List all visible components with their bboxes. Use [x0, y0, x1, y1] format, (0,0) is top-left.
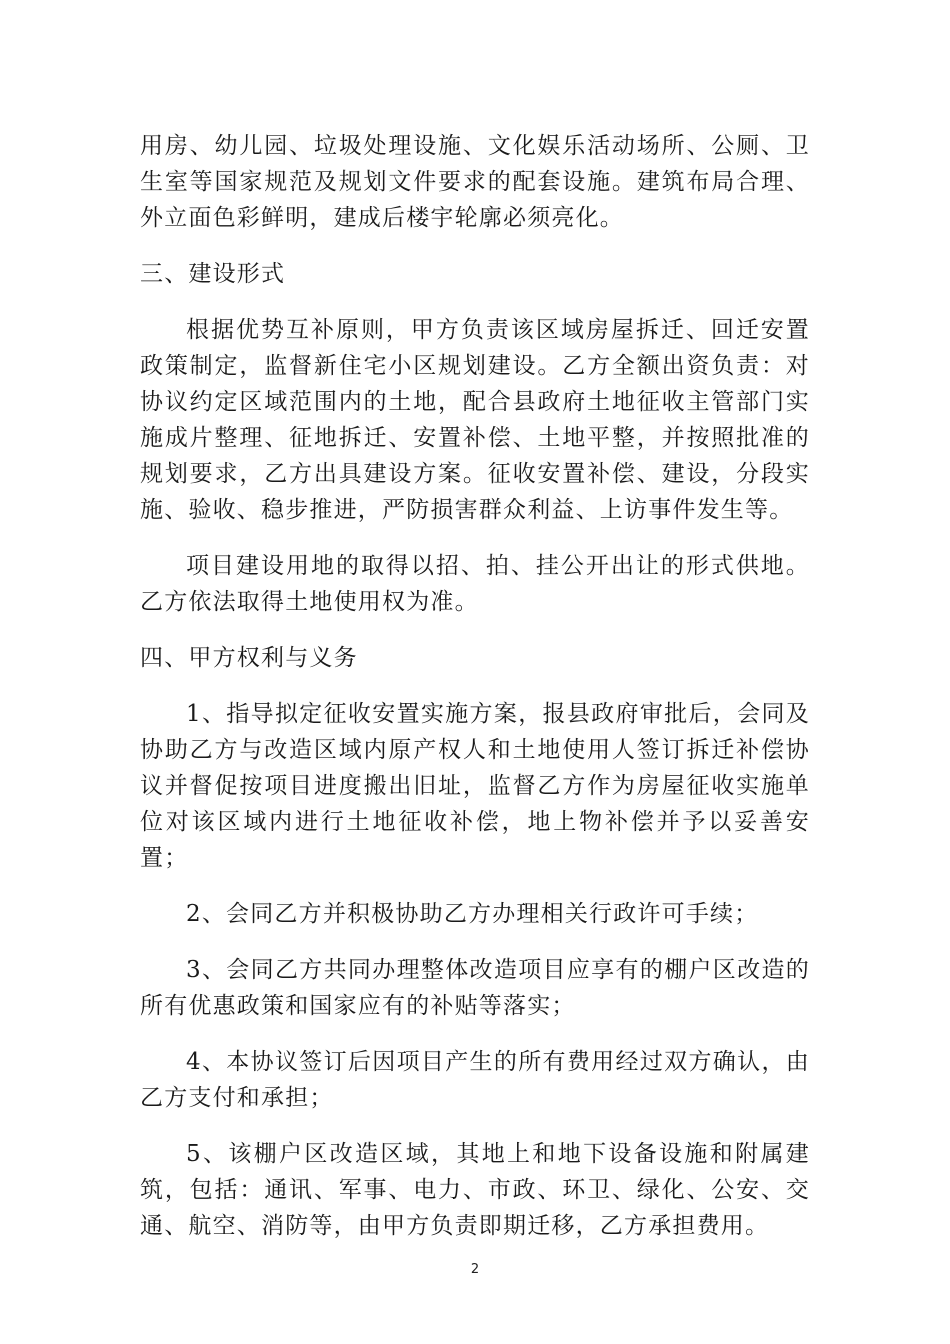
list-item-1: 1、指导拟定征收安置实施方案，报县政府审批后，会同及协助乙方与改造区域内原产权人和土地使用人签订拆迁补偿协议并督促按项目进度搬出旧址，监督乙方作为房屋征收实施单位对该区域内进行土地征收补偿，地上物补偿并予以妥善安置； [140, 701, 810, 871]
body-text [140, 128, 810, 1244]
section-heading-party-a-rights: 四、甲方权利与义务 [140, 645, 358, 671]
paragraph-land-supply: 项目建设用地的取得以招、拍、挂公开出让的形式供地。乙方依法取得土地使用权为准。 [140, 553, 810, 615]
list-item-5: 5、该棚户区改造区域，其地上和地下设备设施和附属建筑，包括：通讯、军事、电力、市政、环卫、绿化、公安、交通、航空、消防等，由甲方负责即期迁移，乙方承担费用。 [140, 1141, 810, 1239]
list-item-3: 3、会同乙方共同办理整体改造项目应享有的棚户区改造的所有优惠政策和国家应有的补贴等落实； [140, 957, 810, 1019]
list-item-4: 4、本协议签订后因项目产生的所有费用经过双方确认，由乙方支付和承担； [140, 1049, 810, 1111]
section-heading-construction-form: 三、建设形式 [140, 261, 286, 287]
list-item-2: 2、会同乙方并积极协助乙方办理相关行政许可手续； [186, 901, 759, 927]
paragraph-facilities: 用房、幼儿园、垃圾处理设施、文化娱乐活动场所、公厕、卫生室等国家规范及规划文件要求的配套设施。建筑布局合理、外立面色彩鲜明，建成后楼宇轮廓必须亮化。 [140, 133, 810, 231]
page-number: 2 [470, 1262, 480, 1277]
paragraph-construction-form: 根据优势互补原则，甲方负责该区域房屋拆迁、回迁安置政策制定，监督新住宅小区规划建设。乙方全额出资负责：对协议约定区域范围内的土地，配合县政府土地征收主管部门实施成片整理、征地拆迁、安置补偿、土地平整，并按照批准的规划要求，乙方出具建设方案。征收安置补偿、建设，分段实施、验收、稳步推进，严防损害群众利益、上访事件发生等。 [140, 317, 810, 523]
